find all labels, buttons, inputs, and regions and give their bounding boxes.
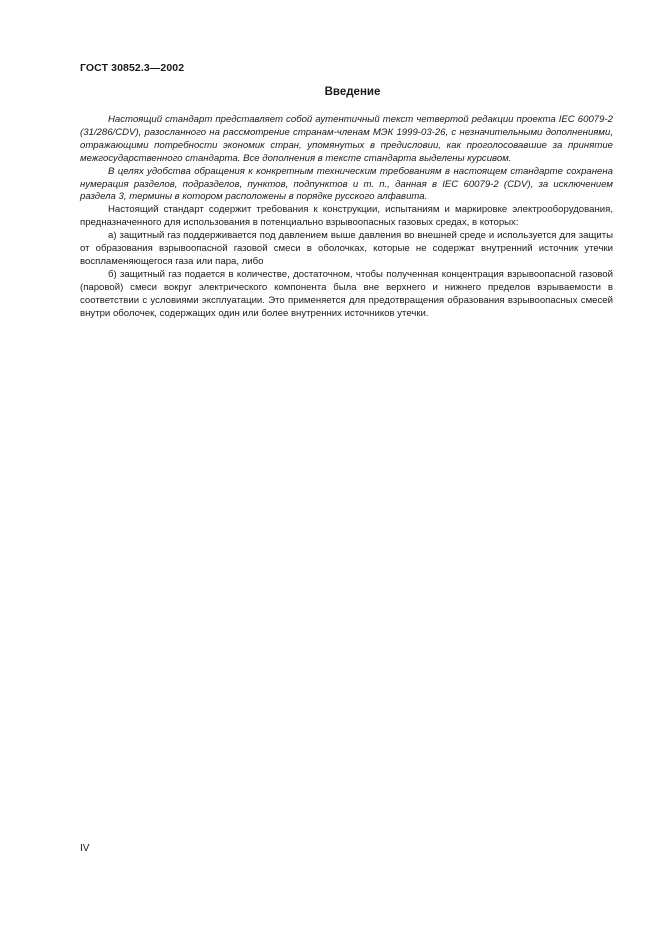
page-header-standard-code: ГОСТ 30852.3—2002: [80, 62, 185, 74]
paragraph-4-item-a: а) защитный газ поддерживается под давлением выше давления во внешней среде и используется для защиты от образования взрывоопасной газовой смеси в оболочках, которые не содержат внутренний источник утечки воспламеняющегося газа или пара, либо: [80, 230, 613, 267]
page-number: IV: [80, 843, 90, 854]
paragraph-5-item-b: б) защитный газ подается в количестве, достаточном, чтобы полученная концентрация взрывоопасной газовой (паровой) смеси вокруг электрического компонента была вне верхнего и нижнего пределов взрываемости в соответствии с условиями эксплуатации. Это применяется для предотвращения образования взрывоопасных смесей внутри оболочек, содержащих один или более внутренних источников утечки.: [80, 268, 613, 319]
paragraph-1: Настоящий стандарт представляет собой аутентичный текст четвертой редакции проекта IEC 60079-2 (31/286/CDV), разосланного на рассмотрение странам-членам МЭК 1999-03-26, с незначительными дополнениями, отражающими потребности экономик стран, упомянутых в предисловии, как проголосовавшие за принятие межгосударственного стандарта. Все дополнения в тексте стандарта выделены курсивом.: [80, 114, 613, 164]
paragraph-3: Настоящий стандарт содержит требования к конструкции, испытаниям и маркировке электрооборудования, предназначенного для использования в потенциально взрывоопасных газовых средах, в которых:: [80, 204, 613, 229]
section-title: Введение: [324, 86, 381, 98]
introduction-body: [80, 114, 613, 321]
paragraph-2: В целях удобства обращения к конкретным техническим требованиям в настоящем стандарте сохранена нумерация разделов, подразделов, пунктов, подпунктов и т. п., данная в IEC 60079-2 (CDV), за исключением раздела 3, термины в котором расположены в порядке русского алфавита.: [80, 165, 613, 203]
